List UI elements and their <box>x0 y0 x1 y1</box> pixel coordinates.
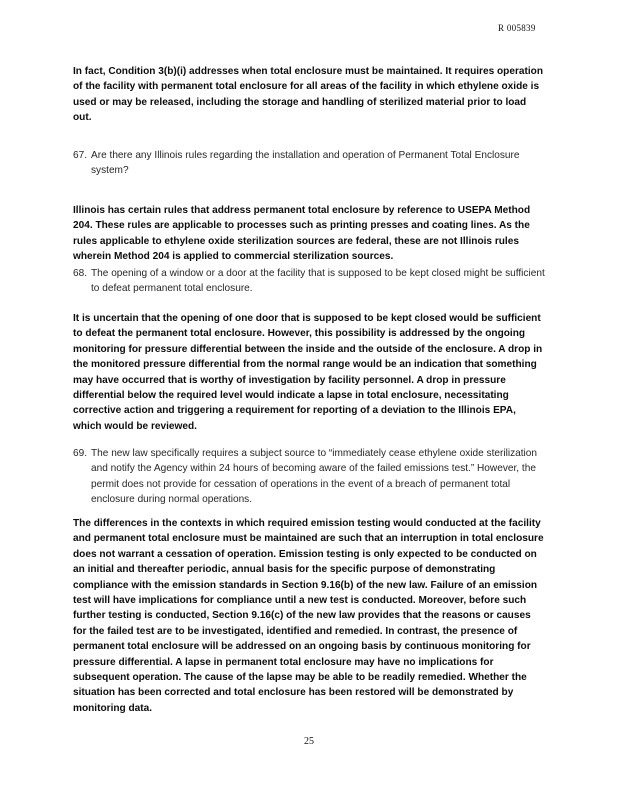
question-number: 67. <box>73 150 88 161</box>
answer-paragraph-1: In fact, Condition 3(b)(i) addresses when total enclosure must be maintained. It requires operation of the facility with permanent total enclosure for all areas of the facility in which ethylene oxide is used or may be released, including the storage and handling of sterilized material prior to load out. <box>73 66 543 124</box>
question-69 <box>73 446 545 508</box>
question-number: 69. <box>73 448 88 459</box>
answer-paragraph-4: The differences in the contexts in which required emission testing would conducted at the facility and permanent total enclosure must be maintained are such that an interruption in total enclosure does not warrant a cessation of operation. Emission testing is only expected to be conducted on an initial and thereafter periodic, annual basis for the specific purpose of demonstrating compliance with the emission standards in Section 9.16(b) of the new law. Failure of an emission test will have implications for compliance until a new test is conducted. Moreover, before such further testing is conducted, Section 9.16(c) of the new law provides that the reasons or causes for the failed test are to be investigated, identified and remedied. In contrast, the presence of permanent total enclosure will be addressed on an ongoing basis by continuous monitoring for pressure differential. A lapse in permanent total enclosure may have no implications for subsequent operation. The cause of the lapse may be able to be readily remedied. Whether the situation has been corrected and total enclosure has been restored will be demonstrated by monitoring data. <box>73 518 544 714</box>
question-68 <box>73 266 545 297</box>
answer-paragraph-2: Illinois has certain rules that address permanent total enclosure by reference to USEPA Method 204. These rules are applicable to processes such as printing presses and coating lines. As the rules applicable to ethylene oxide sterilization sources are federal, these are not Illinois rules wherein Method 204 is applied to commercial sterilization sources. <box>73 205 531 263</box>
question-67 <box>73 148 545 179</box>
question-text: The new law specifically requires a subject source to “immediately cease ethylene oxide sterilization and notify the Agency within 24 hours of becoming aware of the failed emissions test.” However, the permit does not provide for cessation of operations in the event of a breach of permanent total enclosure during normal operations. <box>91 448 538 506</box>
question-text: Are there any Illinois rules regarding the installation and operation of Permanent Total Enclosure system? <box>91 150 520 177</box>
question-number: 68. <box>73 268 88 279</box>
bates-number: R 005839 <box>498 23 536 33</box>
question-text: The opening of a window or a door at the facility that is supposed to be kept closed might be sufficient to defeat permanent total enclosure. <box>91 268 545 295</box>
answer-paragraph-3: It is uncertain that the opening of one door that is supposed to be kept closed would be sufficient to defeat the permanent total enclosure. However, this possibility is addressed by the ongoing monitoring for pressure differential between the inside and the outside of the enclosure. A drop in the monitored pressure differential from the normal range would be an indication that something may have occurred that is worthy of investigation by facility personnel. A drop in pressure differential below the required level would indicate a lapse in total enclosure, necessitating corrective action and triggering a requirement for reporting of a deviation to the Illinois EPA, which would be reviewed. <box>73 313 543 432</box>
page-number: 25 <box>304 736 314 747</box>
